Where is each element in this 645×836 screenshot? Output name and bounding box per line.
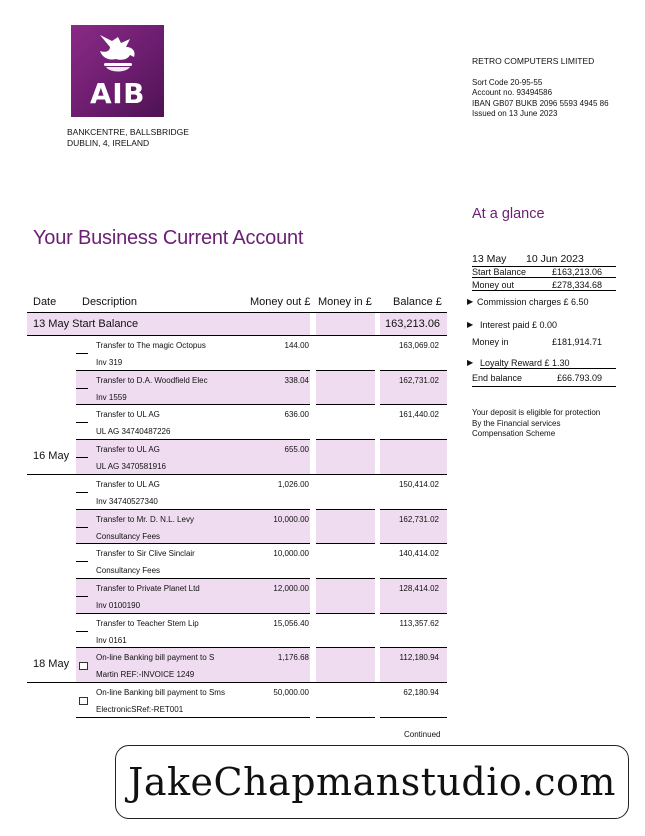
glance-money-out-label: Money out xyxy=(472,280,515,290)
protection-note xyxy=(472,408,622,440)
account-holder: RETRO COMPUTERS LIMITED xyxy=(472,56,595,66)
dash-marker xyxy=(76,492,88,493)
row-underline xyxy=(76,543,310,544)
protection-line2: By the Financial services xyxy=(472,418,561,428)
row-description-line1: Transfer to UL AG xyxy=(96,410,160,420)
row-date: 18 May xyxy=(33,658,70,671)
row-money-out: 10,000.00 xyxy=(273,514,309,524)
row-underline xyxy=(316,543,375,544)
glance-start-balance-label: Start Balance xyxy=(472,267,527,277)
row-description-line1: On-line Banking bill payment to Sms xyxy=(96,688,225,697)
row-money-out: 10,000.00 xyxy=(273,549,309,559)
row-balance: 62,180.94 xyxy=(403,688,439,697)
glance-start-balance xyxy=(472,267,616,278)
row-money-out: 338.04 xyxy=(284,375,309,385)
row-balance: 150,414.02 xyxy=(398,479,439,489)
issued-date: Issued on 13 June 2023 xyxy=(472,109,558,119)
row-description-line2: Inv 319 xyxy=(96,358,123,367)
triangle-bullet-icon: ▶ xyxy=(467,358,474,367)
row-money-out: 50,000.00 xyxy=(273,688,309,697)
glance-loyalty-text: Loyalty Reward £ 1.30 xyxy=(480,358,570,368)
row-underline xyxy=(316,613,375,614)
dash-marker xyxy=(76,422,88,423)
glance-commission-text: Commission charges £ 6.50 xyxy=(477,297,589,307)
dash-marker xyxy=(76,353,88,354)
row-band xyxy=(316,579,375,613)
logo-text: AIB xyxy=(90,77,145,110)
glance-end-balance-value: £66.793.09 xyxy=(556,373,602,383)
row-band xyxy=(316,371,375,405)
row-description-line1: On-line Banking bill payment to S xyxy=(96,653,215,663)
row-balance: 163,069.02 xyxy=(398,341,439,350)
row-balance: 162,731.02 xyxy=(398,514,439,524)
row-description-line2: UL AG 3470581916 xyxy=(96,462,166,472)
dash-marker xyxy=(76,527,88,528)
header-description: Description xyxy=(82,296,138,308)
glance-commission xyxy=(477,297,617,307)
glance-money-in xyxy=(472,337,616,347)
row-underline xyxy=(380,543,447,544)
continued-label: Continued xyxy=(404,730,441,739)
row-underline xyxy=(76,613,310,614)
aib-logo xyxy=(71,25,164,117)
header-money-in: Money in £ xyxy=(318,296,372,308)
section-divider xyxy=(27,474,447,475)
glance-loyalty xyxy=(480,358,616,369)
bank-address-line1: BANKCENTRE, BALLSBRIDGE xyxy=(67,127,189,137)
start-balance-label: 13 May Start Balance xyxy=(33,318,139,330)
row-description-line1: Transfer to UL AG xyxy=(96,445,160,455)
row-balance: 161,440.02 xyxy=(398,410,439,420)
glance-money-in-label: Money in xyxy=(472,337,509,347)
row-money-out: 12,000.00 xyxy=(273,583,309,593)
bird-emblem-icon xyxy=(92,31,144,75)
row-money-out: 655.00 xyxy=(284,445,309,455)
sort-code: Sort Code 20-95-55 xyxy=(472,78,543,87)
row-description-line1: Transfer to The magic Octopus xyxy=(96,341,206,350)
row-description-line2: Consultancy Fees xyxy=(96,566,161,576)
glance-end-balance xyxy=(472,373,616,387)
dash-marker xyxy=(76,631,88,632)
row-band xyxy=(380,440,447,474)
row-description-line1: Transfer to Mr. D. N.L. Levy xyxy=(96,514,194,524)
row-description-line2: Inv 1559 xyxy=(96,392,127,402)
row-description-line1: Transfer to D.A. Woodfield Elec xyxy=(96,375,208,385)
row-description-line1: Transfer to Private Planet Ltd xyxy=(96,583,200,593)
account-number: Account no. 93494586 xyxy=(472,88,553,98)
glance-interest xyxy=(480,320,620,330)
checkbox-icon xyxy=(79,697,88,705)
bank-address xyxy=(67,127,189,149)
dash-marker xyxy=(76,596,88,597)
header-money-out: Money out £ xyxy=(250,296,311,308)
row-underline xyxy=(316,717,375,718)
watermark-banner: JakeChapmanstudio.com xyxy=(115,745,629,819)
row-money-out: 15,056.40 xyxy=(273,618,309,628)
statement-title: Your Business Current Account xyxy=(33,227,304,249)
row-description-line1: Transfer to Teacher Stem Lip xyxy=(96,618,199,628)
bank-address-line2: DUBLIN, 4, IRELAND xyxy=(67,138,150,148)
row-description-line2: Consultancy Fees xyxy=(96,531,161,541)
dash-marker xyxy=(76,388,88,389)
glance-period xyxy=(472,253,616,267)
row-band xyxy=(316,510,375,544)
row-money-out: 1,026.00 xyxy=(277,479,309,489)
row-description-line1: Transfer to Sir Clive Sinclair xyxy=(96,549,195,559)
row-description-line2: Inv 34740527340 xyxy=(96,496,158,506)
row-underline xyxy=(380,717,447,718)
glance-end-balance-label: End balance xyxy=(472,373,523,383)
row-divider xyxy=(27,335,447,336)
header-balance: Balance £ xyxy=(393,296,442,308)
dash-marker xyxy=(76,457,88,458)
row-underline xyxy=(380,404,447,405)
row-balance: 112,180.94 xyxy=(399,653,439,663)
glance-date-from: 13 May xyxy=(472,253,507,265)
account-details xyxy=(472,78,609,120)
start-balance-band xyxy=(316,313,375,335)
glance-title: At a glance xyxy=(472,206,545,222)
row-underline xyxy=(380,613,447,614)
row-money-out: 636.00 xyxy=(284,410,309,420)
glance-date-to: 10 Jun 2023 xyxy=(526,253,584,265)
row-money-out: 144.00 xyxy=(284,341,309,350)
row-description-line2: ElectronicSRef:-RET001 xyxy=(96,705,184,714)
row-band xyxy=(316,440,375,474)
row-description-line1: Transfer to UL AG xyxy=(96,479,160,489)
header-date: Date xyxy=(33,296,57,308)
dash-marker xyxy=(76,561,88,562)
protection-line1: Your deposit is eligible for protection xyxy=(472,408,601,417)
row-balance: 113,357.62 xyxy=(399,618,439,628)
glance-money-out xyxy=(472,280,616,291)
row-underline xyxy=(316,404,375,405)
triangle-bullet-icon: ▶ xyxy=(467,297,474,306)
row-balance: 140,414.02 xyxy=(398,549,439,559)
row-description-line2: UL AG 34740487226 xyxy=(96,427,171,437)
row-band xyxy=(316,648,375,682)
glance-money-in-value: £181,914.71 xyxy=(551,337,602,347)
glance-start-balance-value: £163,213.06 xyxy=(551,267,602,277)
row-date: 16 May xyxy=(33,450,70,463)
row-money-out: 1,176.68 xyxy=(277,653,309,663)
glance-money-out-value: £278,334.68 xyxy=(551,280,602,290)
row-balance: 162,731.02 xyxy=(398,375,439,385)
iban: IBAN GB07 BUKB 2096 5593 4945 86 xyxy=(472,98,609,108)
row-description-line2: Inv 0161 xyxy=(96,635,127,645)
row-balance: 128,414.02 xyxy=(398,583,439,593)
glance-interest-text: Interest paid £ 0.00 xyxy=(480,320,558,330)
row-underline xyxy=(76,717,310,718)
row-underline xyxy=(76,404,310,405)
row-description-line2: Inv 0100190 xyxy=(96,600,141,610)
row-description-line2: Martin REF:-INVOICE 1249 xyxy=(96,670,195,680)
protection-line3: Compensation Scheme xyxy=(472,429,556,439)
start-balance-value: 163,213.06 xyxy=(385,318,441,330)
triangle-bullet-icon: ▶ xyxy=(467,320,474,329)
checkbox-icon xyxy=(79,662,88,670)
section-divider xyxy=(27,682,447,683)
